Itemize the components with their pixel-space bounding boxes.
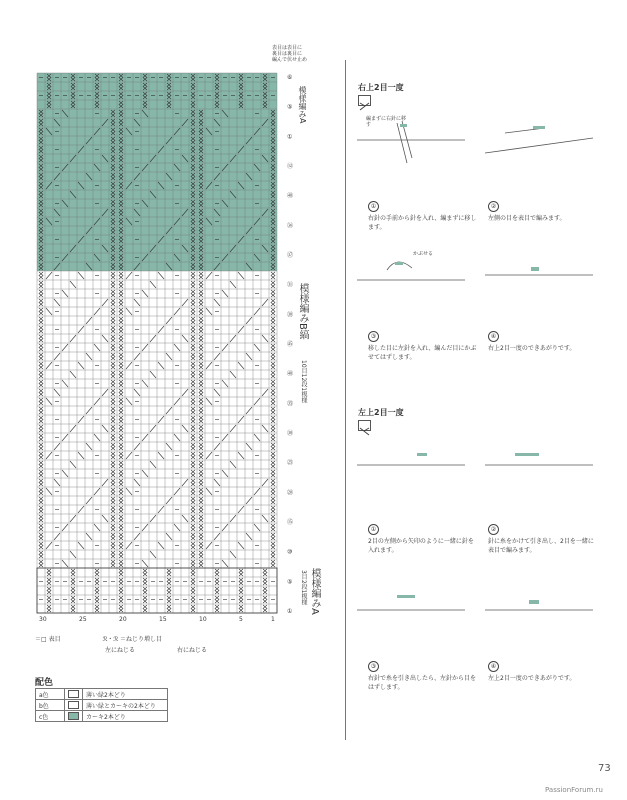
watermark: PassionForum.ru (545, 786, 603, 794)
column-number: 15 (159, 616, 167, 623)
top-note-line-1: 表目は表目に (272, 45, 303, 51)
legend-label: a色 (36, 689, 65, 700)
step-text: 右針の手前から針を入れ、編まずに移します。 (368, 215, 477, 231)
section-label-b-sub: 10目12段1模様 (300, 360, 307, 404)
row-number: ⑤ (287, 103, 293, 111)
column-number: 1 (271, 616, 275, 623)
legend-swatch (65, 700, 83, 711)
right-annotation-1: 編まずに右針に移す (366, 116, 407, 128)
knit-illustration-3 (357, 250, 467, 330)
left-step-2 (488, 524, 598, 555)
step-number: ④ (488, 331, 499, 342)
right-decrease-symbol-icon (358, 95, 371, 106)
row-number: ⑥ (287, 74, 293, 81)
column-number: 25 (79, 616, 87, 623)
row-number: ㊺ (287, 341, 294, 348)
legend-desc: カーキ2本どり (83, 711, 168, 722)
knit-illustration-8 (485, 590, 595, 660)
knit-illustration-6 (485, 445, 595, 525)
row-number: ⑫ (287, 163, 294, 170)
chart-key (35, 636, 335, 655)
legend-desc: 薄い緑とカーキの2本どり (83, 700, 168, 711)
step-number: ② (488, 524, 499, 535)
row-number: ㊵ (287, 192, 294, 200)
left-decrease-symbol-icon (358, 420, 371, 431)
knitting-chart (34, 70, 334, 630)
row-number: ① (287, 608, 293, 615)
column-number: 10 (199, 616, 207, 623)
left-step-4 (488, 661, 598, 683)
knit-illustration-5 (357, 445, 467, 525)
right-step-2 (488, 201, 598, 223)
step-text: 右上2目一度のできあがりです。 (488, 345, 576, 352)
row-number: ㊲ (287, 252, 294, 259)
column-number: 5 (239, 616, 243, 623)
step-number: ④ (488, 661, 499, 672)
page-number: 73 (598, 763, 611, 774)
section-label-b: 模様編みB縞 (297, 283, 308, 340)
right-annotation-2: かぶせる (413, 251, 434, 257)
step-number: ③ (368, 331, 379, 342)
knit-illustration-2 (485, 118, 595, 203)
key-twist-increase: ℛ・ℛ ＝ねじり増し目 (102, 636, 162, 643)
left-top-title: 左上2目一度 (358, 408, 404, 417)
legend-row (36, 689, 168, 700)
knit-illustration-1 (357, 118, 467, 203)
knit-illustration-7 (357, 585, 467, 660)
key-plain: ＝□ 表目 (35, 636, 61, 643)
section-label-c-sub: 3目2段1模様 (300, 570, 307, 606)
row-number: ㉟ (287, 400, 294, 408)
chart-top-note (272, 45, 307, 63)
top-note-line-3: 編んで伏せ止め (272, 57, 308, 63)
step-text: 針に糸をかけて引き出し、2目を一緒に表目で編みます。 (488, 538, 594, 554)
right-top-title: 右上2目一度 (358, 83, 404, 92)
left-step-1 (368, 524, 478, 555)
step-text: 移した目に左針を入れ、編んだ目にかぶせてはずします。 (368, 345, 477, 361)
step-number: ③ (368, 661, 379, 672)
row-number: ⑩ (287, 548, 293, 556)
row-number: ① (287, 133, 293, 141)
row-number: ㉚ (287, 430, 294, 437)
row-number: ㊵ (287, 370, 294, 378)
chart-grid (37, 73, 277, 613)
row-number: ⑤ (287, 578, 293, 586)
row-number: ⑳ (287, 489, 294, 497)
right-step-4 (488, 331, 598, 353)
legend-row (36, 711, 168, 722)
step-text: 左側の目を表目で編みます。 (488, 215, 566, 222)
left-step-3 (368, 661, 478, 692)
knit-illustration-4 (485, 255, 595, 330)
step-text: 右針で糸を引き出したら、左針から目をはずします。 (368, 675, 477, 691)
legend-label: b色 (36, 700, 65, 711)
step-number: ② (488, 201, 499, 212)
right-step-3 (368, 331, 478, 362)
legend-swatch (65, 689, 83, 700)
top-note-line-2: 裏目は裏目に (272, 51, 303, 57)
row-number: ㊱ (287, 222, 294, 230)
section-label-a: 模様編みA (298, 86, 307, 124)
legend-row (36, 700, 168, 711)
right-step-1 (368, 201, 478, 232)
section-label-c: 模様編みA (309, 568, 320, 615)
row-number: ⑮ (287, 519, 294, 526)
step-text: 左上2目一度のできあがりです。 (488, 675, 576, 682)
column-number: 30 (39, 616, 47, 623)
color-legend-table (35, 688, 168, 722)
step-number: ① (368, 201, 379, 212)
step-text: 2目の左側から矢印のように一緒に針を入れます。 (368, 538, 474, 554)
legend-desc: 薄い緑2本どり (83, 689, 168, 700)
legend-label: c色 (36, 711, 65, 722)
key-right-twist: 右にねじる (176, 647, 207, 654)
row-number: ㉛ (287, 281, 294, 289)
step-number: ① (368, 524, 379, 535)
row-number: ㉚ (287, 311, 294, 319)
key-left-twist: 左にねじる (105, 647, 136, 654)
legend-title: 配色 (35, 678, 54, 688)
legend-swatch (65, 711, 83, 722)
row-number: ㉕ (287, 459, 294, 467)
page-divider (345, 60, 346, 740)
column-number: 20 (119, 616, 127, 623)
